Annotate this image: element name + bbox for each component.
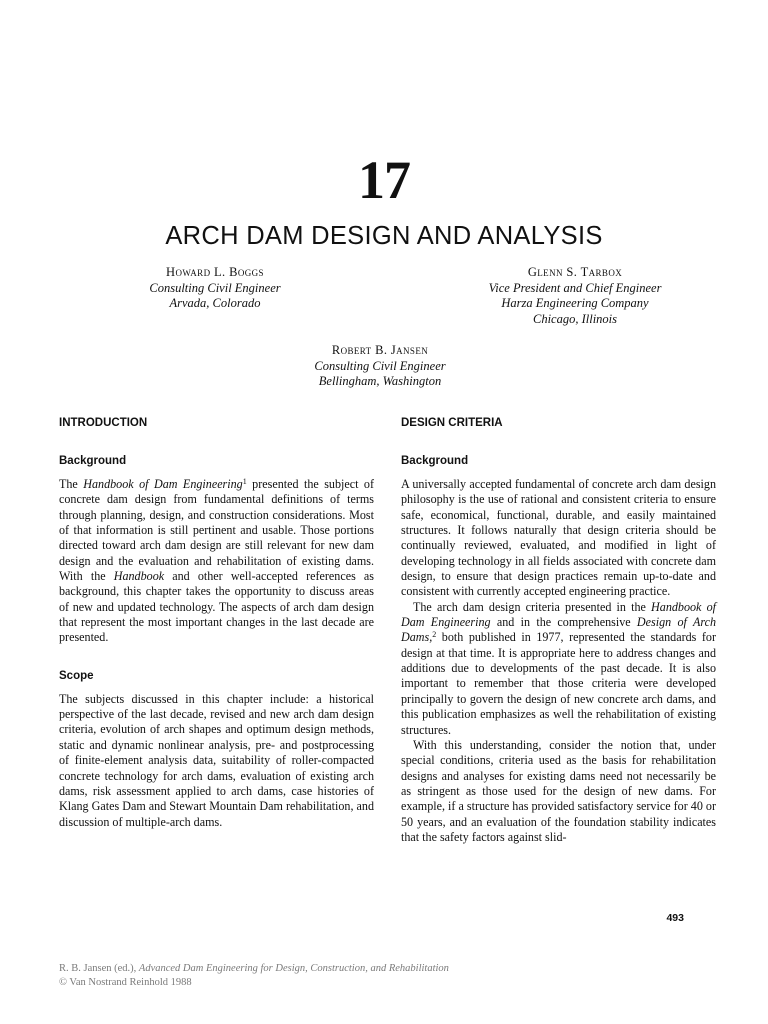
left-column [59, 416, 374, 830]
reference-mark: 1 [242, 477, 247, 486]
subheading-background: Background [59, 455, 127, 467]
author-affiliation: Harza Engineering Company [501, 296, 649, 310]
criteria-paragraph-2: The arch dam design criteria presented in the Handbook of Dam Engineering and in the comprehensive Design of Arch Dams,$^2$ both published in 1977, represented the standards for design at that time. It is appropriate here to address changes and additions due to developments of the past decade. It is also important to remember that those criteria were developed principally to govern the design of new concrete arch dams, and this publication emphasizes as well the rehabilitation of existing structures. [401, 599, 716, 737]
author-block-tarbox [450, 265, 700, 327]
criteria-paragraph-3: With this understanding, consider the notion that, under special conditions, criteria used as the basis for rehabilitation designs and analyses for existing dams need not necessarily be as stringent as those used for the design of new dams. For example, if a structure has provided satisfactory service for 40 or 50 years, and an evaluation of the foundation stability indicates that the safety factors against slid- [401, 737, 716, 844]
scope-paragraph: The subjects discussed in this chapter include: a historical perspective of the last decade, revised and new arch dam design criteria, evolution of arch shapes and optimum design methods, static and dynamic nonlinear analysis, pre- and postprocessing of finite-element analysis data, suitability of roller-compacted concrete technology for arch dams, evaluation of existing arch dams, risk assessment applied to arch dams, case histories of Klang Gates Dam and Stewart Mountain Dam rehabilitation, and discussion of multiple-arch dams. [59, 691, 374, 829]
author-block-jansen [260, 343, 500, 390]
book-title-short: Handbook [113, 569, 165, 584]
footer-book-title: Advanced Dam Engineering for Design, Construction, and Rehabilitation [138, 963, 449, 974]
author-name: Robert B. Jansen [331, 343, 429, 357]
author-role: Consulting Civil Engineer [149, 280, 281, 295]
section-heading-introduction: INTRODUCTION [59, 417, 148, 429]
author-role: Consulting Civil Engineer [314, 358, 446, 373]
chapter-number: 17 [358, 150, 410, 210]
subheading-background: Background [401, 455, 469, 467]
author-location: Bellingham, Washington [318, 374, 442, 388]
author-location: Chicago, Illinois [532, 311, 618, 326]
reference-mark: 2 [432, 630, 437, 640]
author-location: Arvada, Colorado [169, 296, 261, 310]
book-title: Handbook of Dam Engineering [83, 477, 243, 491]
right-column [401, 416, 716, 845]
author-block-boggs [90, 265, 340, 312]
author-name: Howard L. Boggs [166, 265, 264, 279]
criteria-paragraph-1: A universally accepted fundamental of concrete arch dam design philosophy is the use of rational and consistent criteria to ensure safe, economical, functional, durable, and easily maintained structures. It follows naturally that design criteria should be continually reviewed, evaluated, and modified in light of developing technology in all fields associated with concrete dam design, to ensure that design practices remain up-to-date and consistent with currently accepted engineering practice. [401, 477, 716, 599]
intro-background-paragraph: The Handbook of Dam Engineering$^1$ presented the subject of concrete dam design from fundamental definitions of terms through planning, design, and construction considerations. Most of that information is still pertinent and usable. Those portions directed toward arch dam design are still relevant for new dam design and the evaluation and rehabilitation of existing dams. With the Handbook and other well-accepted references as background, this chapter takes the opportunity to discuss areas of new and updated technology. The aspects of arch dam design that represent the most important changes in the last decade are presented. [59, 477, 374, 645]
section-heading-design-criteria: DESIGN CRITERIA [401, 417, 503, 429]
footer-source-line: R. B. Jansen (ed.), Advanced Dam Engineering for Design, Construction, and Rehabilitation [59, 963, 449, 974]
page-number: 493 [666, 912, 684, 924]
author-role: Vice President and Chief Engineer [488, 280, 662, 295]
author-name: Glenn S. Tarbox [527, 265, 623, 279]
chapter-title: ARCH DAM DESIGN AND ANALYSIS [165, 222, 603, 250]
book-title: Handbook of Dam Engineering [401, 599, 716, 630]
footer-citation [59, 962, 449, 990]
footer-copyright: © Van Nostrand Reinhold 1988 [59, 977, 192, 988]
book-title: Design of Arch Dams, [401, 615, 716, 645]
subheading-scope: Scope [59, 669, 94, 682]
